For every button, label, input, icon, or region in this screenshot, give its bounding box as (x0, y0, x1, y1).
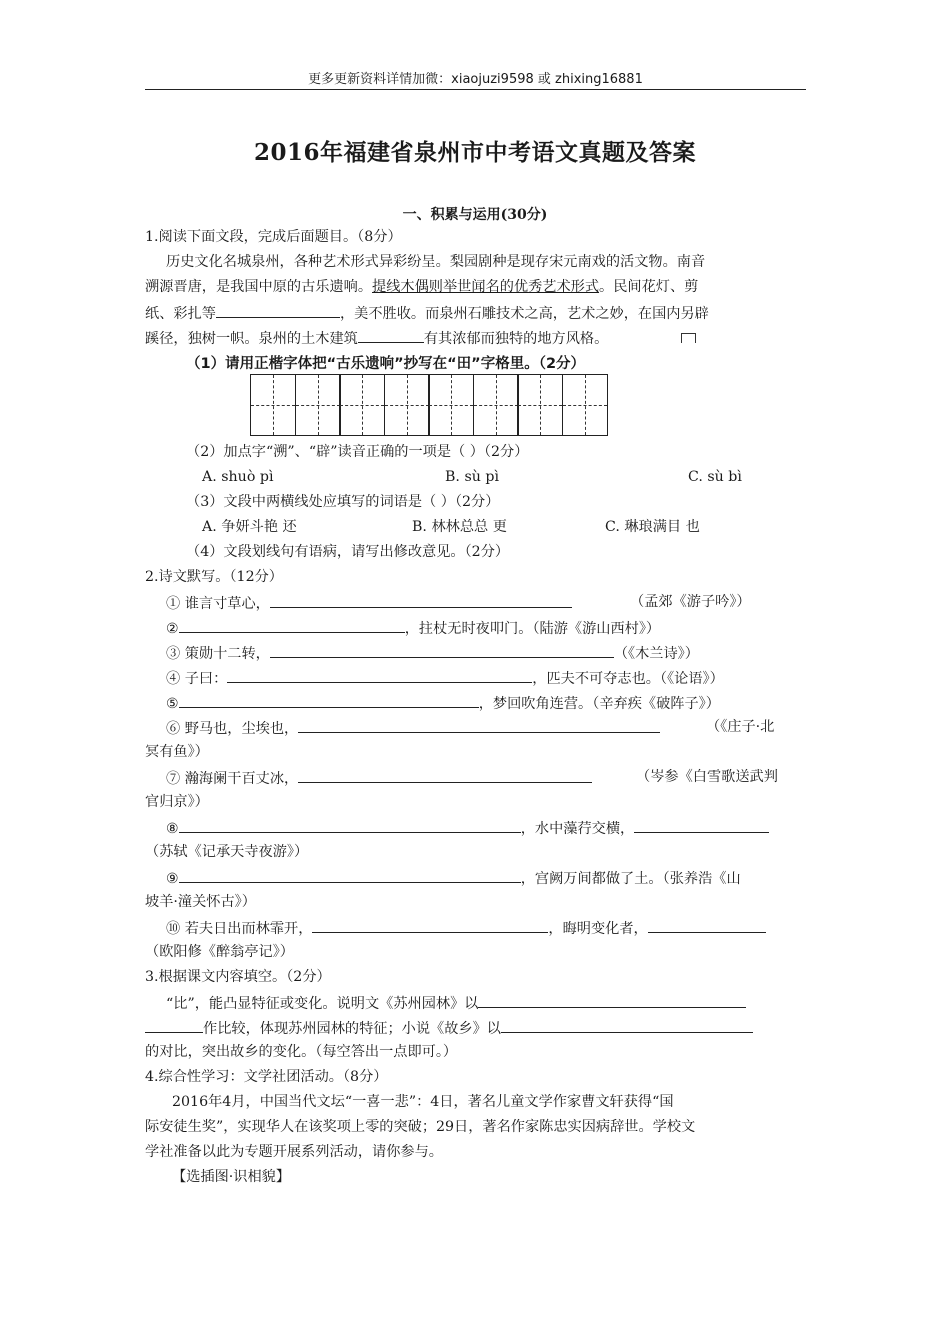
answer-blank[interactable] (270, 642, 614, 658)
recite-source: 坡羊·潼关怀古》） (145, 894, 256, 910)
answer-blank[interactable] (358, 327, 424, 343)
answer-blank[interactable] (179, 692, 479, 708)
q1-passage-line: 蹊径，独树一帜。泉州的土木建筑 有其浓郁而独特的地方风格。 (145, 327, 608, 349)
q1-sub4: （4）文段划线句有语病，请写出修改意见。（2分） (186, 544, 510, 560)
q1-passage-line: 历史文化名城泉州，各种艺术形式异彩纷呈。梨园剧种是现存宋元南戏的活文物。南音 (166, 254, 706, 270)
answer-blank[interactable] (227, 667, 532, 683)
grid-cell[interactable] (250, 374, 296, 436)
page-title: 2016年福建省泉州市中考语文真题及答案 (253, 139, 696, 166)
recite-source: （苏轼《记承天寺夜游》） (145, 844, 309, 860)
grid-cell[interactable] (428, 374, 474, 436)
section-heading: 一、积累与运用(30分) (402, 207, 548, 223)
q3-line: “比”，能凸显特征或变化。说明文《苏州园林》以 (166, 992, 746, 1014)
option-a: A. shuò pì (202, 469, 274, 485)
q4-passage-line: 际安徒生奖”，实现华人在该奖项上零的突破；29日，著名作家陈忠实因病辞世。学校文 (145, 1119, 696, 1135)
answer-blank[interactable] (648, 917, 766, 933)
option-a: A. 争妍斗艳 还 (202, 519, 297, 535)
grid-cell[interactable] (517, 374, 563, 436)
recite-source: （岑参《白雪歌送武判 (636, 769, 778, 785)
grid-cell[interactable] (562, 374, 608, 436)
answer-blank[interactable] (298, 767, 592, 783)
q3-stem: 3.根据课文内容填空。（2分） (145, 969, 331, 985)
grid-cell[interactable] (339, 374, 385, 436)
answer-blank[interactable] (478, 992, 746, 1008)
recite-line: ② ，拄杖无时夜叩门。（陆游《游山西村》） (166, 617, 660, 639)
q3-line: 的对比，突出故乡的变化。（每空答出一点即可。） (145, 1044, 458, 1060)
answer-blank[interactable] (312, 917, 548, 933)
answer-blank[interactable] (298, 717, 660, 733)
q4-subheading: 【选插图·识相貌】 (172, 1169, 291, 1185)
grid-cell[interactable] (473, 374, 519, 436)
grid-cell[interactable] (295, 374, 341, 436)
recite-line: ⑧ ，水中藻荇交横， (166, 817, 769, 839)
answer-blank[interactable] (179, 817, 521, 833)
q1-stem: 1.阅读下面文段，完成后面题目。（8分） (145, 229, 402, 245)
tianzige-grid[interactable] (250, 374, 608, 436)
page-header-note: 更多更新资料详情加微：xiaojuzi9598 或 zhixing16881 (308, 72, 643, 87)
recite-line: ⑦ 瀚海阑干百丈冰， (166, 767, 592, 789)
answer-blank[interactable] (179, 617, 405, 633)
recite-line: ⑥ 野马也，尘埃也， (166, 717, 660, 739)
stray-mark (681, 333, 696, 343)
recite-line: ⑤ ，梦回吹角连营。（辛弃疾《破阵子》） (166, 692, 720, 714)
recite-line: ① 谁言寸草心， (166, 592, 572, 614)
recite-source: （孟郊《游子吟》） (630, 594, 751, 610)
answer-blank[interactable] (501, 1017, 753, 1033)
option-b: B. sù pì (445, 469, 499, 485)
recite-source: （欧阳修《醉翁亭记》） (145, 944, 294, 960)
q1-sub3: （3）文段中两横线处应填写的词语是（ ）（2分） (186, 494, 500, 510)
underlined-sentence: 提线木偶则举世闻名的优秀艺术形式 (372, 279, 600, 295)
option-c: C. 琳琅满目 也 (605, 519, 700, 535)
q1-passage-line: 纸、彩扎等 ，美不胜收。而泉州石雕技术之高，艺术之妙，在国内另辟 (145, 302, 709, 324)
grid-cell[interactable] (384, 374, 430, 436)
q2-stem: 2.诗文默写。（12分） (145, 569, 283, 585)
option-b: B. 林林总总 更 (412, 519, 507, 535)
option-c: C. sù bì (688, 469, 742, 485)
recite-line: ③ 策勋十二转， （《木兰诗》） (166, 642, 699, 664)
recite-source: 官归京》） (145, 794, 209, 810)
q4-stem: 4.综合性学习：文学社团活动。（8分） (145, 1069, 388, 1085)
recite-source: （《庄子·北 (706, 719, 775, 735)
answer-blank[interactable] (634, 817, 769, 833)
q4-passage-line: 学社准备以此为专题开展系列活动，请你参与。 (145, 1144, 443, 1160)
q1-sub2: （2）加点字“溯”、“辟”读音正确的一项是（ ）（2分） (186, 444, 529, 460)
recite-source: 冥有鱼》） (145, 744, 209, 760)
recite-line: ⑩ 若夫日出而林霏开， ，晦明变化者， (166, 917, 766, 939)
header-divider (145, 89, 806, 90)
q4-passage-line: 2016年4月，中国当代文坛“一喜一悲”：4日，著名儿童文学作家曹文轩获得“国 (172, 1094, 674, 1110)
answer-blank[interactable] (179, 867, 521, 883)
q1-passage-line: 溯源晋唐，是我国中原的古乐遗响。提线木偶则举世闻名的优秀艺术形式。民间花灯、剪 (145, 279, 699, 295)
q3-line: 作比较，体现苏州园林的特征；小说《故乡》以 (145, 1017, 753, 1039)
q1-sub1: （1）请用正楷字体把“古乐遗响”抄写在“田”字格里。（2分） (186, 356, 586, 372)
recite-line: ④ 子曰： ，匹夫不可夺志也。（《论语》） (166, 667, 724, 689)
answer-blank[interactable] (216, 302, 340, 318)
recite-line: ⑨ ，宫阙万间都做了土。（张养浩《山 (166, 867, 741, 889)
answer-blank[interactable] (270, 592, 572, 608)
answer-blank[interactable] (145, 1017, 203, 1033)
